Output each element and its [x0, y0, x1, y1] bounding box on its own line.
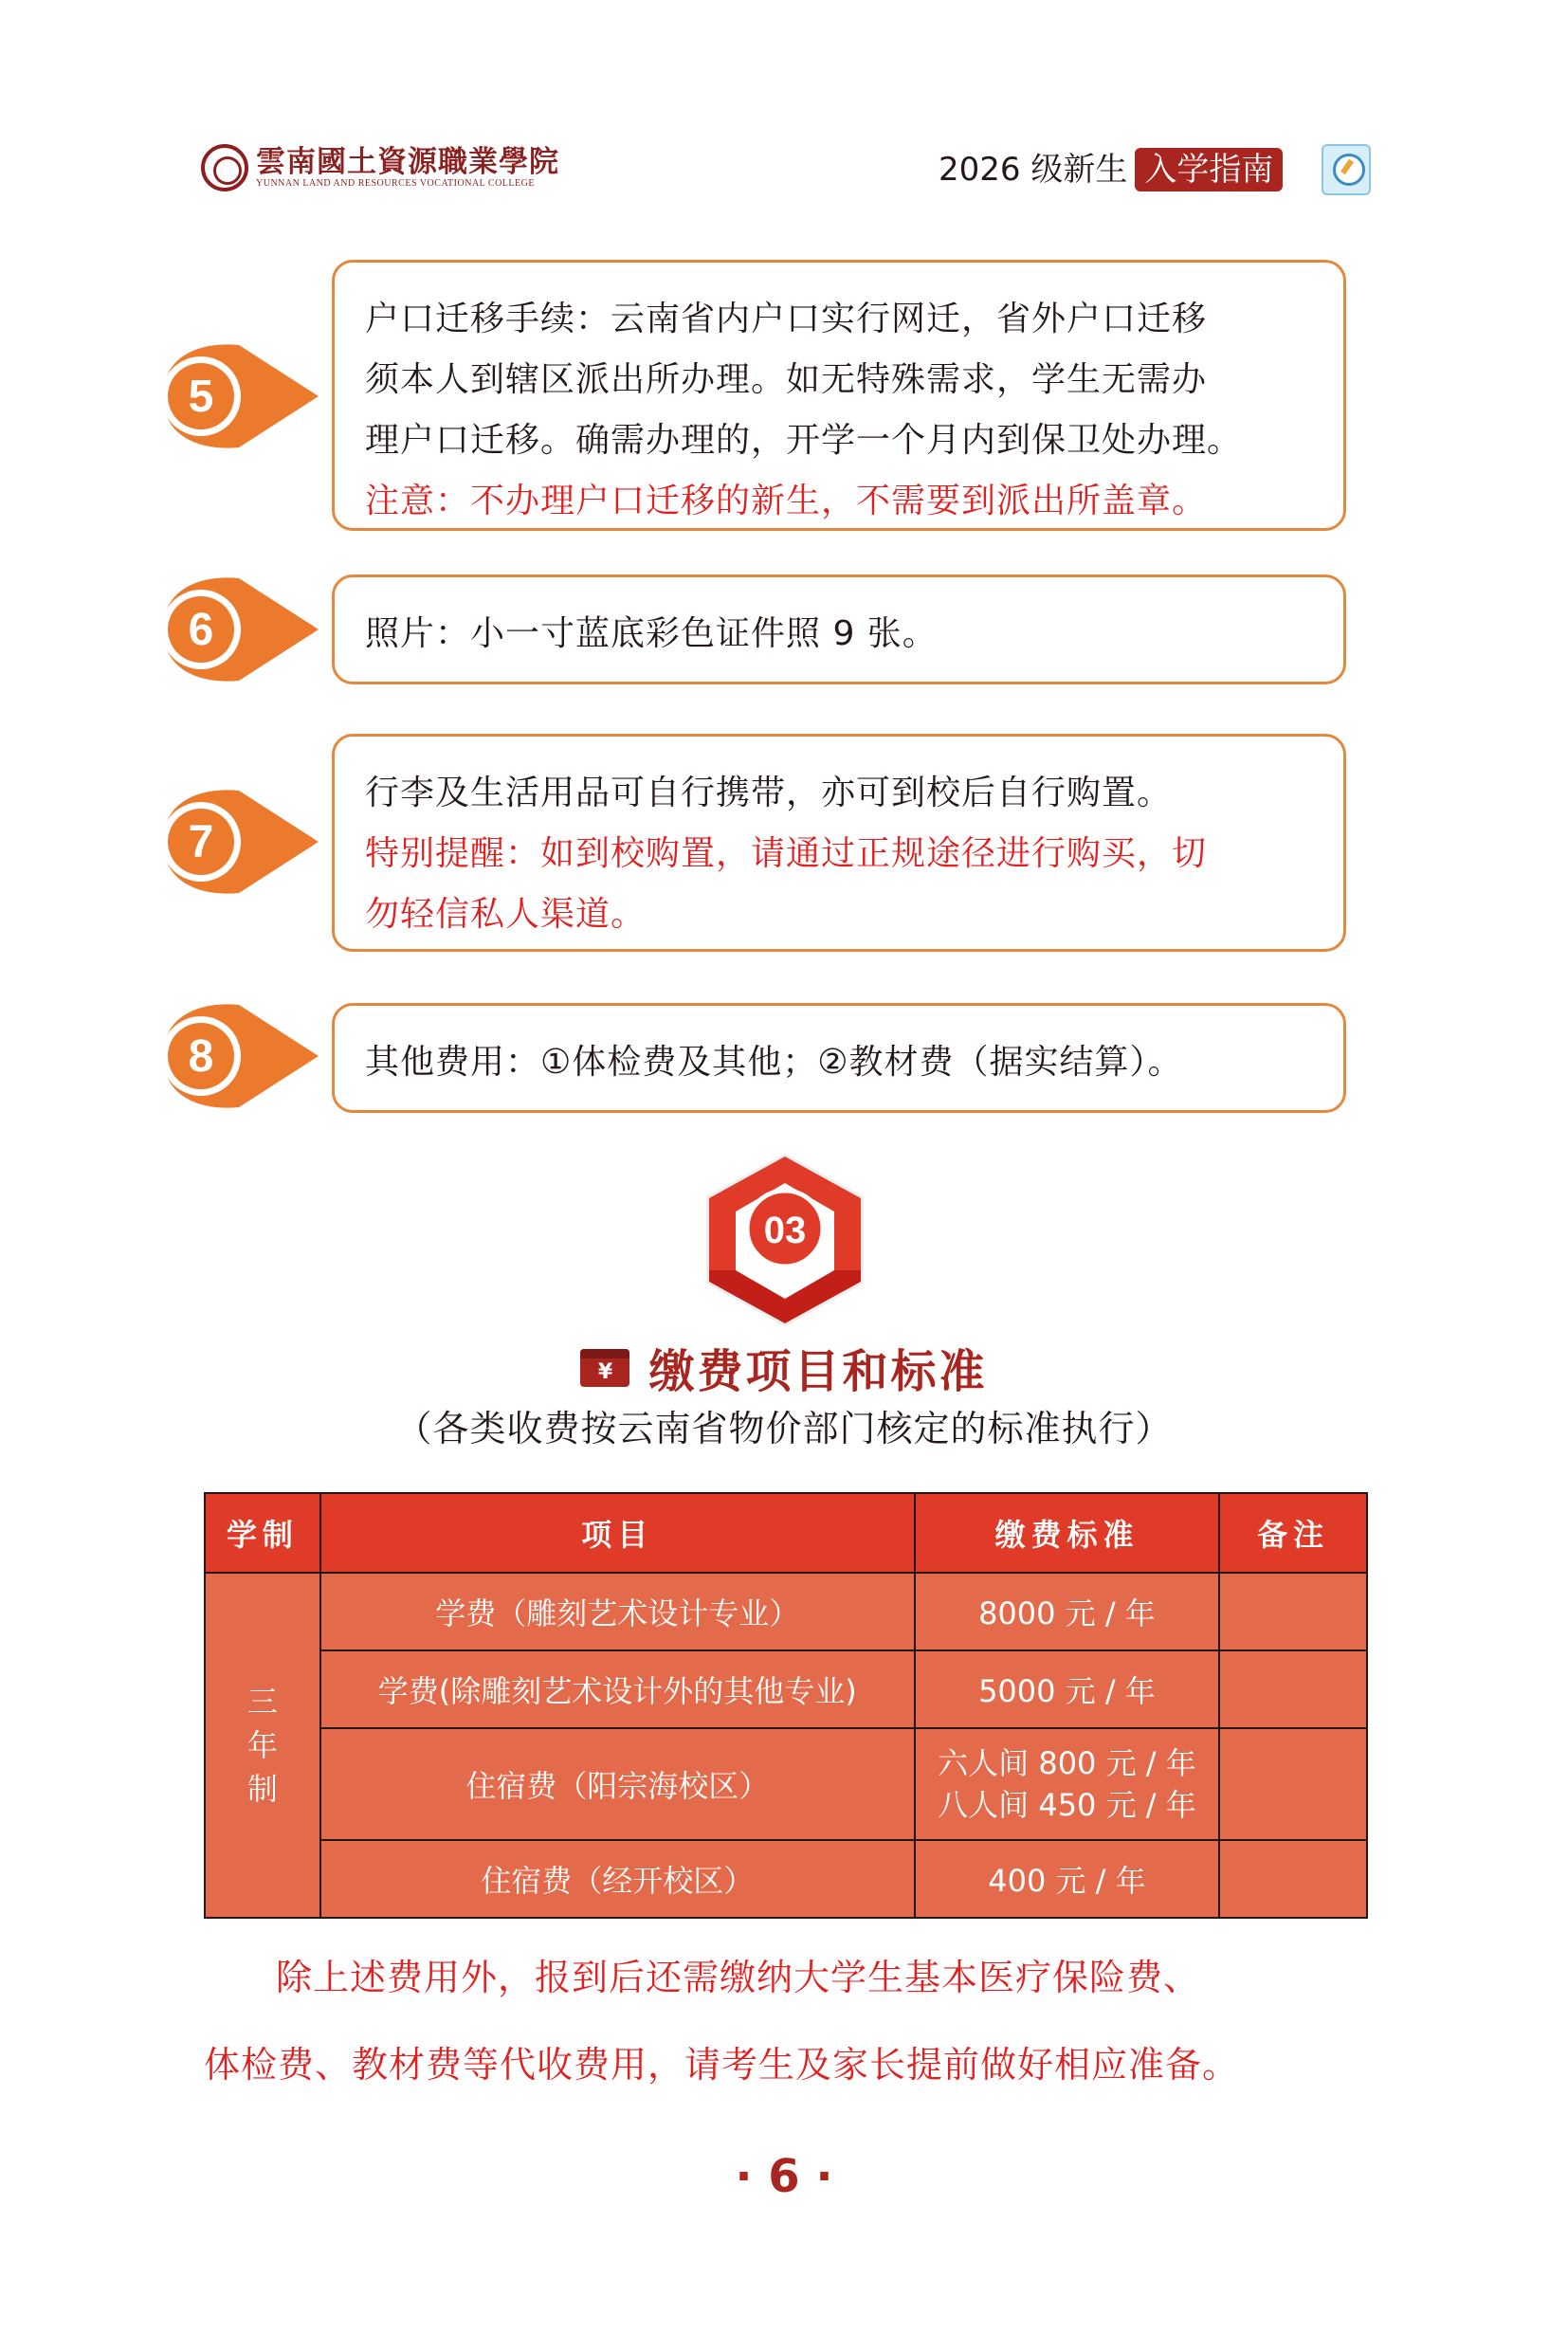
note-line: 照片：小一寸蓝底彩色证件照 9 张。: [365, 614, 938, 653]
section-number: 03: [763, 1210, 807, 1251]
note-cell: [1219, 1650, 1367, 1728]
item-cell: 住宿费（阳宗海校区）: [320, 1728, 915, 1840]
badge-number: 7: [188, 817, 214, 867]
note-bubble: [332, 1003, 1346, 1113]
item-cell: 住宿费（经开校区）: [320, 1840, 915, 1918]
column-header-note: 备注: [1219, 1493, 1367, 1573]
fee-cell: 400 元 / 年: [915, 1840, 1220, 1918]
school-name-en: YUNNAN LAND AND RESOURCES VOCATIONAL COLLEGE: [256, 178, 535, 189]
item-cell: 学费(除雕刻艺术设计外的其他专业): [320, 1650, 915, 1728]
table-header-row: [205, 1493, 1367, 1573]
program-text: 三 年 制: [246, 1684, 278, 1807]
yen-symbol: ¥: [597, 1359, 613, 1384]
number-badge-7: [152, 783, 322, 901]
page-header: [0, 0, 1568, 218]
section-title: [0, 1335, 1568, 1400]
program-cell: [205, 1573, 320, 1918]
fee-cell: 5000 元 / 年: [915, 1650, 1220, 1728]
section-subtitle: （各类收费按云南省物价部门核定的标准执行）: [395, 1408, 1173, 1449]
column-header-program: 学制: [205, 1493, 320, 1573]
page-number: · 6 ·: [735, 2150, 833, 2203]
note-bubble: [332, 260, 1346, 531]
note-cell: [1219, 1573, 1367, 1650]
school-logo: [201, 144, 559, 191]
warning-line: 注意：不办理户口迁移的新生，不需要到派出所盖章。: [365, 482, 1208, 520]
table-row: [205, 1573, 1367, 1650]
column-header-fee: 缴费标准: [915, 1493, 1220, 1573]
section-number-icon: [702, 1149, 868, 1335]
warning-line: 特别提醒：如到校购置，请通过正规途径进行购买，切: [365, 834, 1208, 873]
number-badge-5: [152, 337, 322, 455]
table-row: [205, 1728, 1367, 1840]
note-bubble: [332, 574, 1346, 684]
fee-cell: [915, 1728, 1220, 1840]
badge-number: 6: [188, 605, 214, 655]
fee-footnote: [204, 1934, 1379, 2108]
note-cell: [1219, 1840, 1367, 1918]
fee-cell: 8000 元 / 年: [915, 1573, 1220, 1650]
badge-number: 8: [188, 1031, 214, 1082]
note-cell: [1219, 1728, 1367, 1840]
note-line: 行李及生活用品可自行携带，亦可到校后自行购置。: [365, 774, 1173, 812]
note-line: 户口迁移手续：云南省内户口实行网迁，省外户口迁移: [365, 300, 1208, 338]
footnote-line: 除上述费用外，报到后还需缴纳大学生基本医疗保险费、: [276, 1957, 1201, 1998]
school-seal-icon: [201, 144, 248, 191]
number-badge-6: [152, 571, 322, 688]
note-bubble: [332, 734, 1346, 952]
table-row: [205, 1650, 1367, 1728]
number-badge-8: [152, 997, 322, 1115]
compass-icon: [1322, 144, 1371, 195]
column-header-item: 项目: [320, 1493, 915, 1573]
guide-tag: 入学指南: [1135, 148, 1283, 191]
footnote-line: 体检费、教材费等代收费用，请考生及家长提前做好相应准备。: [204, 2044, 1240, 2086]
fee-line: 八人间 450 元 / 年: [938, 1787, 1196, 1823]
note-line: 理户口迁移。确需办理的，开学一个月内到保卫处办理。: [365, 421, 1243, 460]
table-row: [205, 1840, 1367, 1918]
note-line: 须本人到辖区派出所办理。如无特殊需求，学生无需办: [365, 360, 1208, 399]
fee-line: 六人间 800 元 / 年: [938, 1745, 1196, 1781]
item-cell: 学费（雕刻艺术设计专业）: [320, 1573, 915, 1650]
note-line: 其他费用：①体检费及其他；②教材费（据实结算）。: [365, 1043, 1183, 1082]
school-name-cn: 雲南國土資源職業學院: [256, 145, 559, 179]
badge-number: 5: [188, 372, 214, 422]
guide-title: [939, 148, 1283, 191]
fee-table: [204, 1492, 1368, 1919]
section-title-text: 缴费项目和标准: [648, 1345, 988, 1398]
guide-year: 2026 级新生: [939, 151, 1128, 189]
warning-line: 勿轻信私人渠道。: [365, 895, 647, 934]
fee-icon: [580, 1349, 629, 1387]
